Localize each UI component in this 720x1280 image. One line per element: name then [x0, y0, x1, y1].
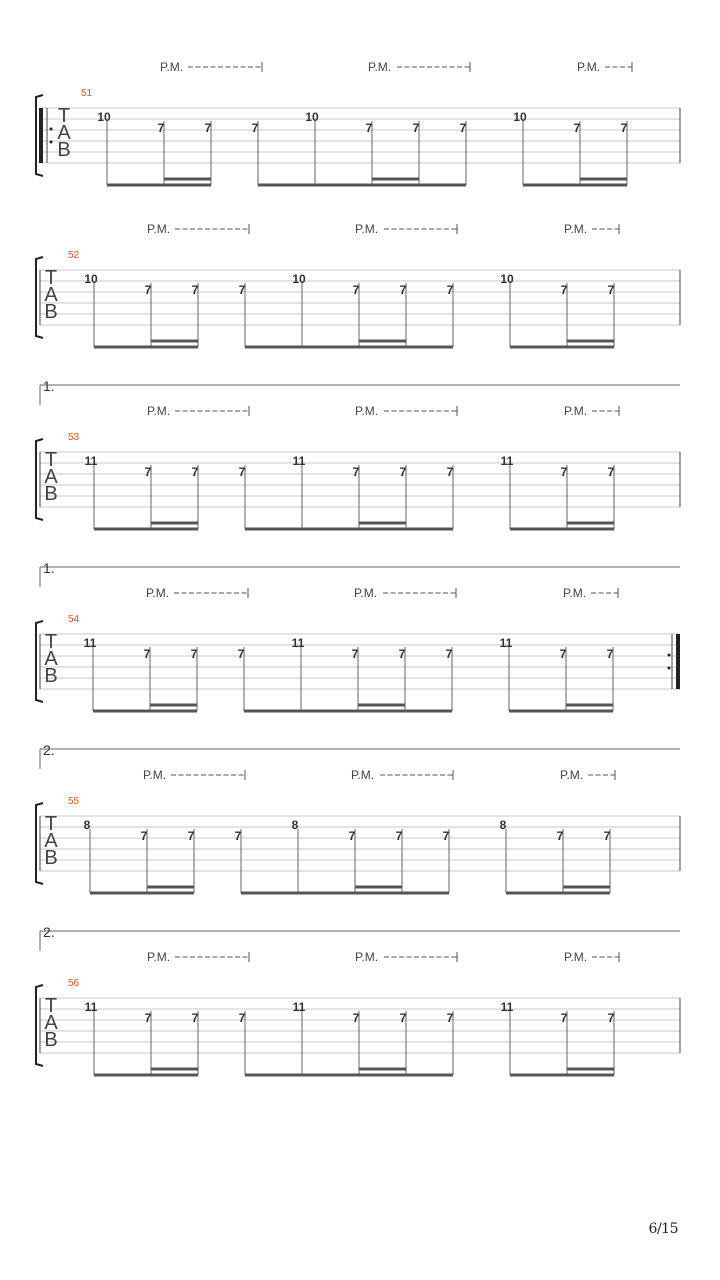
fret-number: 7 — [607, 283, 615, 297]
repeat-dot — [50, 141, 53, 144]
fret-number: 7 — [237, 647, 245, 661]
tab-clef-letter: T — [44, 813, 58, 835]
fret-number: 7 — [190, 647, 198, 661]
tab-clef-letter: T — [44, 631, 58, 653]
fret-number: 7 — [446, 283, 454, 297]
tab-system — [36, 60, 680, 185]
tab-system — [36, 560, 680, 711]
volta-number: 2. — [43, 742, 55, 758]
palm-mute-label: P.M. — [147, 404, 171, 418]
fret-number: 8 — [291, 818, 299, 832]
measure-number: 52 — [68, 250, 80, 261]
fret-number: 7 — [348, 829, 356, 843]
palm-mute-label: P.M. — [143, 768, 167, 782]
tab-clef-letter: T — [57, 105, 71, 127]
fret-number: 7 — [606, 647, 614, 661]
fret-number: 7 — [365, 121, 373, 135]
fret-number: 10 — [97, 110, 111, 124]
fret-number: 7 — [559, 647, 567, 661]
fret-number: 11 — [500, 454, 514, 468]
fret-number: 11 — [292, 1000, 306, 1014]
fret-number: 7 — [442, 829, 450, 843]
tab-clef-letter: B — [44, 301, 58, 323]
palm-mute-label: P.M. — [564, 222, 588, 236]
tab-clef-letter: T — [44, 995, 58, 1017]
tab-clef-letter: T — [44, 449, 58, 471]
fret-number: 7 — [251, 121, 259, 135]
fret-number: 7 — [187, 829, 195, 843]
palm-mute-label: P.M. — [146, 586, 170, 600]
fret-number: 7 — [352, 283, 360, 297]
fret-number: 7 — [560, 465, 568, 479]
fret-number: 7 — [607, 1011, 615, 1025]
fret-number: 7 — [399, 465, 407, 479]
fret-number: 11 — [291, 636, 305, 650]
fret-number: 7 — [143, 647, 151, 661]
fret-number: 7 — [191, 465, 199, 479]
tab-clef-letter: A — [44, 830, 58, 852]
fret-number: 7 — [399, 283, 407, 297]
fret-number: 7 — [620, 121, 628, 135]
palm-mute-label: P.M. — [351, 768, 375, 782]
fret-number: 11 — [83, 636, 97, 650]
fret-number: 7 — [399, 1011, 407, 1025]
fret-number: 10 — [305, 110, 319, 124]
palm-mute-label: P.M. — [147, 950, 171, 964]
palm-mute-label: P.M. — [355, 950, 379, 964]
page-number: 6/15 — [648, 1221, 678, 1237]
tab-clef-letter: A — [44, 466, 58, 488]
measure-number: 54 — [68, 614, 80, 625]
fret-number: 7 — [446, 1011, 454, 1025]
fret-number: 11 — [499, 636, 513, 650]
volta-number: 1. — [43, 378, 55, 394]
fret-number: 11 — [84, 454, 98, 468]
fret-number: 10 — [84, 272, 98, 286]
fret-number: 7 — [144, 283, 152, 297]
palm-mute-label: P.M. — [560, 768, 584, 782]
tab-system — [36, 742, 680, 893]
fret-number: 11 — [84, 1000, 98, 1014]
fret-number: 7 — [573, 121, 581, 135]
fret-number: 7 — [238, 1011, 246, 1025]
fret-number: 11 — [500, 1000, 514, 1014]
tab-clef-letter: B — [44, 665, 58, 687]
tab-clef-letter: A — [44, 1012, 58, 1034]
repeat-end-thick — [676, 634, 680, 689]
fret-number: 7 — [446, 465, 454, 479]
fret-number: 7 — [560, 283, 568, 297]
fret-number: 7 — [144, 1011, 152, 1025]
fret-number: 7 — [238, 283, 246, 297]
repeat-dot — [50, 128, 53, 131]
fret-number: 7 — [191, 283, 199, 297]
fret-number: 10 — [513, 110, 527, 124]
measure-number: 56 — [68, 978, 80, 989]
tab-system — [36, 222, 680, 347]
tab-clef-letter: B — [44, 847, 58, 869]
fret-number: 11 — [292, 454, 306, 468]
fret-number: 7 — [352, 1011, 360, 1025]
fret-number: 7 — [234, 829, 242, 843]
fret-number: 10 — [500, 272, 514, 286]
fret-number: 7 — [445, 647, 453, 661]
fret-number: 7 — [459, 121, 467, 135]
tab-clef-letter: T — [44, 267, 58, 289]
fret-number: 7 — [395, 829, 403, 843]
fret-number: 7 — [412, 121, 420, 135]
fret-number: 7 — [352, 465, 360, 479]
fret-number: 7 — [144, 465, 152, 479]
fret-number: 7 — [603, 829, 611, 843]
fret-number: 7 — [556, 829, 564, 843]
measure-number: 51 — [81, 88, 93, 99]
tab-system — [36, 378, 680, 529]
palm-mute-label: P.M. — [355, 404, 379, 418]
palm-mute-label: P.M. — [564, 950, 588, 964]
volta-number: 1. — [43, 560, 55, 576]
fret-number: 7 — [191, 1011, 199, 1025]
tab-clef-letter: A — [57, 122, 71, 144]
fret-number: 7 — [351, 647, 359, 661]
palm-mute-label: P.M. — [354, 586, 378, 600]
palm-mute-label: P.M. — [147, 222, 171, 236]
tab-clef-letter: B — [44, 1029, 58, 1051]
repeat-dot — [668, 654, 671, 657]
palm-mute-label: P.M. — [564, 404, 588, 418]
palm-mute-label: P.M. — [563, 586, 587, 600]
fret-number: 7 — [398, 647, 406, 661]
tab-clef-letter: A — [44, 284, 58, 306]
palm-mute-label: P.M. — [355, 222, 379, 236]
palm-mute-label: P.M. — [160, 60, 184, 74]
fret-number: 10 — [292, 272, 306, 286]
tab-system — [36, 924, 680, 1075]
fret-number: 8 — [499, 818, 507, 832]
tab-clef-letter: B — [44, 483, 58, 505]
fret-number: 7 — [140, 829, 148, 843]
measure-number: 55 — [68, 796, 80, 807]
fret-number: 7 — [204, 121, 212, 135]
fret-number: 7 — [607, 465, 615, 479]
palm-mute-label: P.M. — [368, 60, 392, 74]
tab-clef-letter: A — [44, 648, 58, 670]
tab-clef-letter: B — [57, 139, 71, 161]
palm-mute-label: P.M. — [577, 60, 601, 74]
volta-number: 2. — [43, 924, 55, 940]
repeat-dot — [668, 667, 671, 670]
measure-number: 53 — [68, 432, 80, 443]
fret-number: 8 — [83, 818, 91, 832]
repeat-start-thick — [39, 108, 43, 163]
fret-number: 7 — [238, 465, 246, 479]
fret-number: 7 — [560, 1011, 568, 1025]
fret-number: 7 — [157, 121, 165, 135]
